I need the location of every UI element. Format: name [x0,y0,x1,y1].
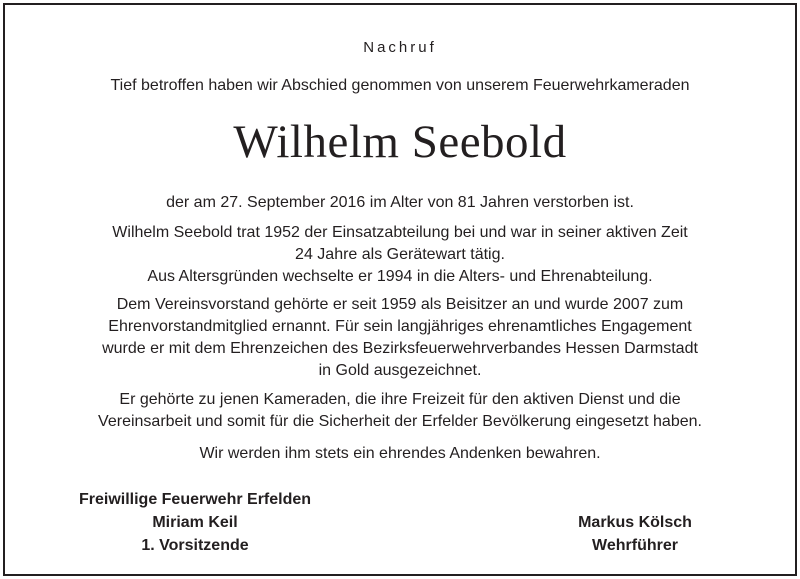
bio-line: in Gold ausgezeichnet. [318,362,482,379]
bio-line: Er gehörte zu jenen Kameraden, die ihre Freizeit für den aktiven Dienst und die [119,391,681,408]
bio-line: 24 Jahre als Gerätewart tätig. [295,246,505,263]
signer-left-name: Miriam Keil [152,514,238,531]
death-date-text: der am 27. September 2016 im Alter von 81 Jahren verstorben ist. [166,194,634,211]
bio-line: Dem Vereinsvorstand gehörte er seit 1959 als Beisitzer an und wurde 2007 zum [116,296,684,313]
organization-name: Freiwillige Feuerwehr Erfelden [78,491,312,508]
bio-line: Aus Altersgründen wechselte er 1994 in die Alters- und Ehrenabteilung. [147,268,653,285]
deceased-name: Wilhelm Seebold [233,116,567,168]
notice-heading: Nachruf [363,39,437,56]
intro-text: Tief betroffen haben wir Abschied genommen von unserem Feuerwehrkameraden [110,77,690,94]
bio-line: wurde er mit dem Ehrenzeichen des Bezirksfeuerwehrverbandes Hessen Darmstadt [102,340,698,357]
signer-left-title: 1. Vorsitzende [141,537,249,554]
signer-right-name: Markus Kölsch [578,514,692,531]
obituary-notice [3,3,797,576]
bio-line: Ehrenvorstandmitglied ernannt. Für sein langjähriges ehrenamtliches Engagement [108,318,692,335]
bio-line: Wilhelm Seebold trat 1952 der Einsatzabteilung bei und war in seiner aktiven Zeit [112,224,688,241]
closing-text: Wir werden ihm stets ein ehrendes Andenken bewahren. [199,445,601,462]
bio-line: Vereinsarbeit und somit für die Sicherheit der Erfelder Bevölkerung eingesetzt haben. [98,413,702,430]
signer-right-title: Wehrführer [592,537,678,554]
